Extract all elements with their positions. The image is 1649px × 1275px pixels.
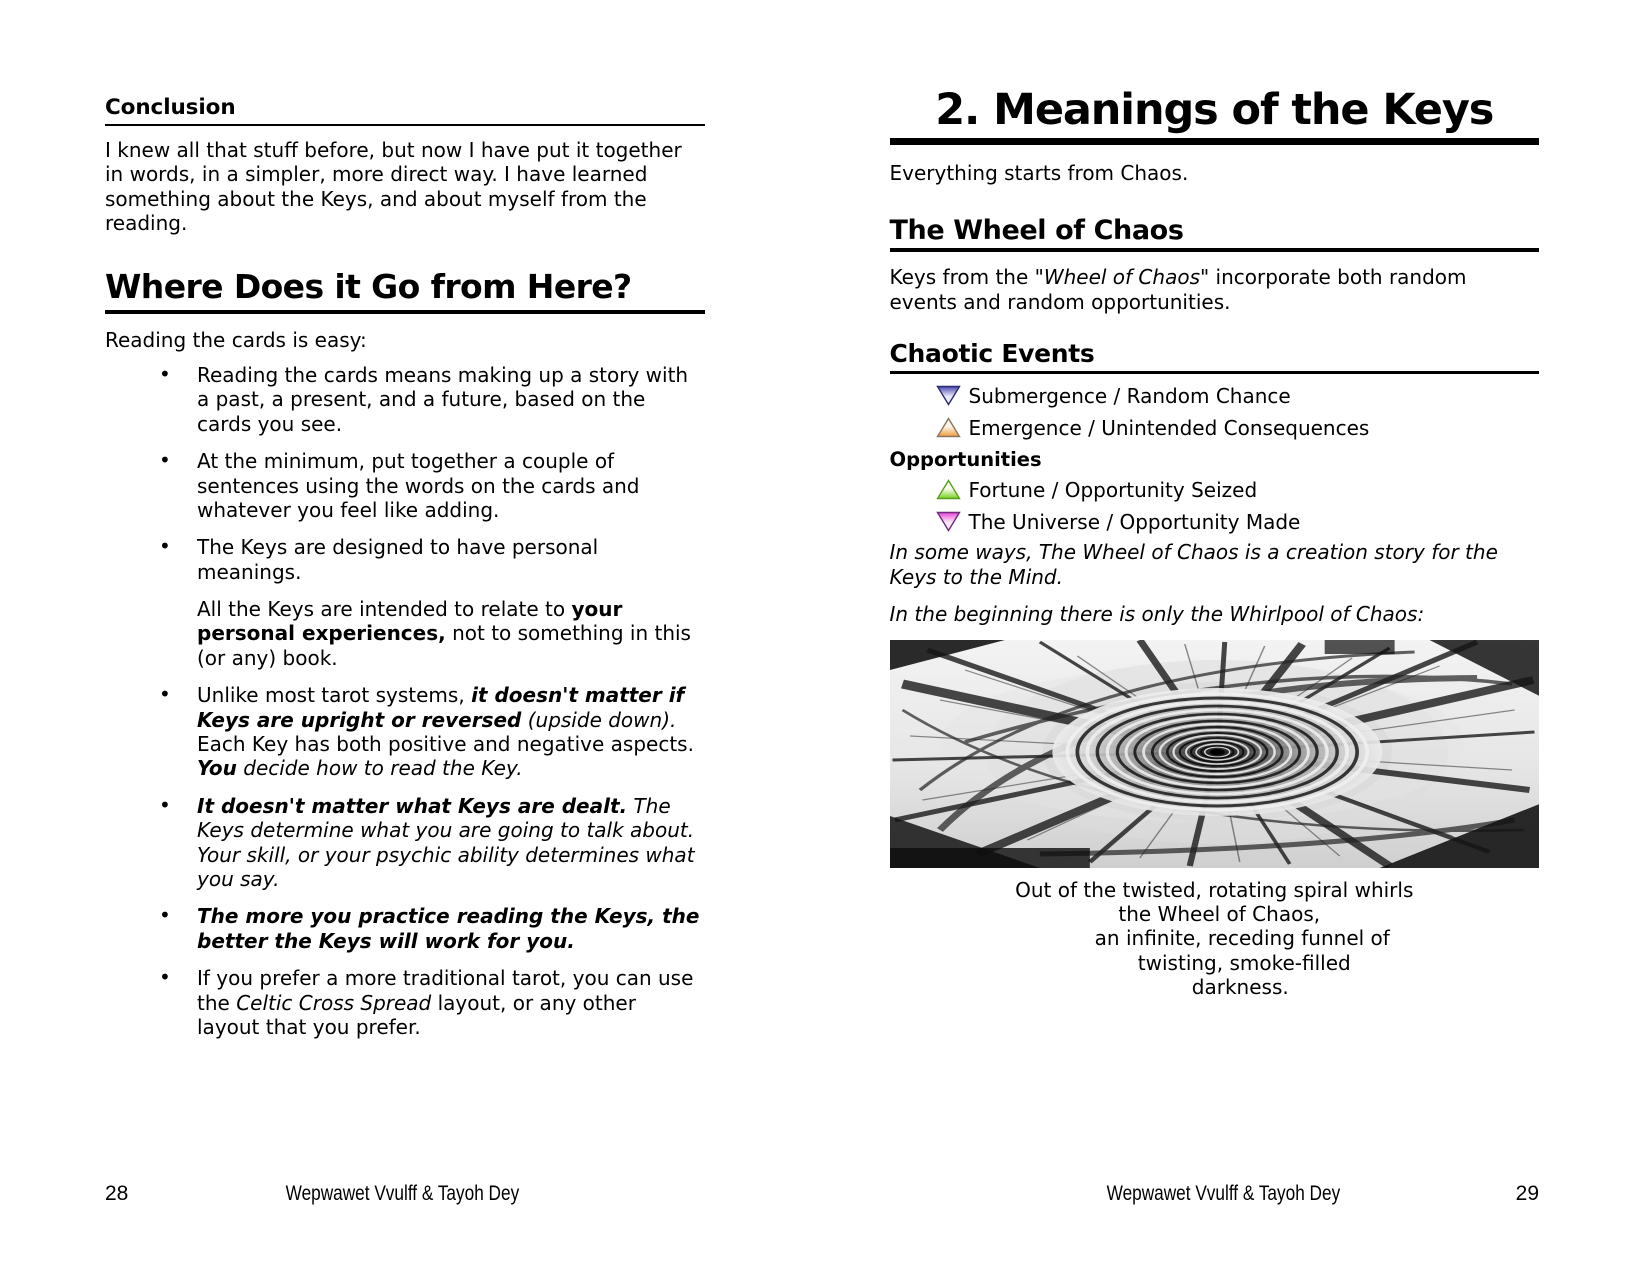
text-run: All the Keys are intended to relate to [197, 597, 572, 622]
footer-author-right: Wepwawet Vvulff & Tayoh Dey [1106, 1182, 1341, 1205]
list-item [151, 966, 705, 1039]
caption-line: the Wheel of Chaos, [1118, 902, 1321, 927]
wheel-of-chaos-figure [890, 640, 1540, 1000]
caption-line: Out of the twisted, rotating spiral whirls [1015, 877, 1414, 902]
list-item [151, 904, 705, 953]
page-number-left: 28 [105, 1182, 129, 1205]
caption-line: twisting, smoke-filled [1137, 950, 1351, 975]
text-run: decide how to read the Key. [236, 756, 523, 781]
text-run: If you prefer a more traditional tarot, you can use the [197, 966, 694, 1015]
text-run: At the minimum, put together a couple of sentences using the words on the cards and whatever you feel like adding. [197, 449, 640, 522]
icon-list-item [936, 508, 1540, 535]
page-right [825, 0, 1649, 1275]
text-run: Keys from the [889, 265, 1035, 290]
list-item [151, 363, 705, 436]
text-run: Unlike most tarot systems, [197, 683, 472, 708]
text-run: Each Key has both positive and negative aspects. [197, 732, 694, 757]
page-number-right: 29 [1515, 1182, 1539, 1205]
wheel-of-chaos-intro [890, 265, 1540, 314]
triangle-up-orange-icon [936, 417, 961, 438]
icon-list-item-label: Emergence / Unintended Consequences [968, 415, 1370, 440]
text-run: layout, or any other layout that you prefer. [197, 990, 636, 1039]
text-run: incorporate both random events and random opportunities. [889, 265, 1467, 314]
creation-story-note: In some ways, The Wheel of Chaos is a creation story for the Keys to the Mind. [889, 540, 1498, 589]
list-item [151, 535, 705, 584]
icon-list-item-label: Fortune / Opportunity Seized [968, 477, 1258, 502]
triangle-up-green-icon [936, 479, 961, 500]
text-run: The more you practice reading the Keys, the better the Keys will work for you. [197, 904, 700, 953]
text-run: not to something in this (or any) book. [197, 621, 691, 670]
list-item [151, 794, 705, 892]
list-item [151, 449, 705, 522]
chaotic-events-list [890, 382, 1540, 442]
chaotic-events-heading: Chaotic Events [890, 340, 1540, 374]
footer-author-left: Wepwawet Vvulff & Tayoh Dey [285, 1182, 520, 1205]
text-run: "Wheel of Chaos" [1034, 265, 1210, 290]
text-run: It doesn't matter what Keys are dealt. [197, 793, 628, 818]
triangle-down-magenta-icon [936, 511, 961, 532]
footer-left [0, 1179, 825, 1209]
text-run: it doesn't matter if Keys are upright or reversed [197, 683, 685, 732]
conclusion-heading: Conclusion [105, 96, 705, 126]
wheel-of-chaos-heading: The Wheel of Chaos [890, 216, 1540, 253]
caption-line: an infinite, receding funnel of [1094, 926, 1390, 951]
opportunities-heading: Opportunities [889, 448, 1042, 472]
where-does-it-go-heading: Where Does it Go from Here? [105, 269, 705, 313]
icon-list-item [936, 414, 1540, 441]
list-item-note [151, 597, 705, 670]
figure-caption [890, 878, 1540, 1000]
text-run: The Keys determine what you are going to talk about. Your skill, or your psychic ability determines what you say. [197, 793, 695, 891]
reading-intro-line: Reading the cards is easy: [105, 327, 367, 352]
footer-right [825, 1179, 1649, 1209]
icon-list-item [936, 476, 1540, 503]
triangle-down-blue-icon [936, 385, 961, 406]
whirlpool-note: In the beginning there is only the Whirlpool of Chaos: [889, 602, 1425, 627]
chapter-heading: 2. Meanings of the Keys [890, 88, 1540, 145]
wheel-of-chaos-spiral-illustration [890, 640, 1540, 868]
conclusion-paragraph: I knew all that stuff before, but now I have put it together in words, in a simpler, more direct way. I have learned something about the Keys, and about myself from the reading. [105, 137, 682, 235]
chapter-intro-paragraph: Everything starts from Chaos. [889, 161, 1189, 186]
text-run: your personal experiences, [197, 597, 623, 646]
icon-list-item-label: The Universe / Opportunity Made [968, 510, 1301, 535]
list-item [151, 683, 705, 781]
caption-line: darkness. [1191, 975, 1289, 1000]
text-run: Celtic Cross Spread [236, 990, 432, 1015]
text-run: The Keys are designed to have personal meanings. [197, 535, 599, 584]
text-run: (upside down). [521, 707, 677, 732]
text-run: You [197, 756, 237, 781]
icon-list-item [936, 382, 1540, 409]
opportunities-list [890, 476, 1540, 536]
reading-tips-list [105, 363, 705, 1039]
icon-list-item-label: Submergence / Random Chance [968, 383, 1291, 408]
text-run: Reading the cards means making up a story with a past, a present, and a future, based on the cards you see. [197, 362, 689, 436]
